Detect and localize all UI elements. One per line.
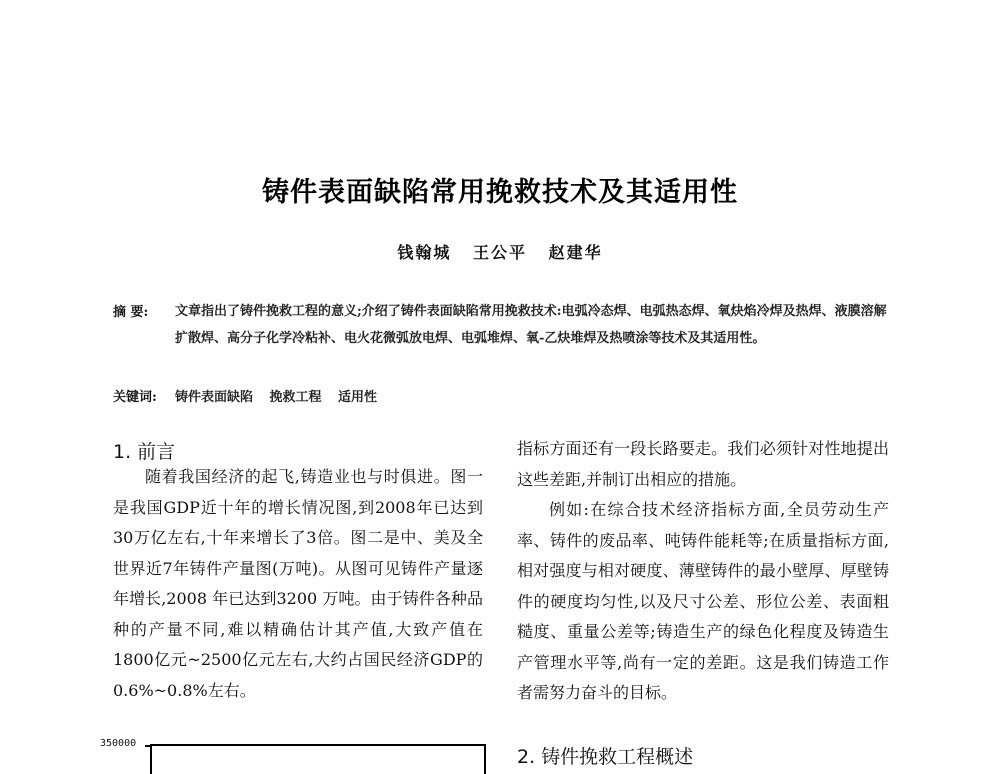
- section-2-heading: 2. 铸件挽救工程概述: [517, 746, 694, 768]
- keywords-label: 关键词:: [113, 390, 157, 405]
- left-column: [113, 462, 483, 706]
- author-1: 钱翰城: [397, 243, 452, 262]
- abstract-text: 文章指出了铸件挽救工程的意义;介绍了铸件表面缺陷常用挽救技术:电弧冷态焊、电弧热态焊、氧炔焰冷焊及热焊、液膜溶解扩散焊、高分子化学冷粘补、电火花微弧放电焊、电弧堆焊、氧-乙炔堆焊及热喷涂等技术及其适用性。: [175, 304, 887, 346]
- author-list: [0, 240, 1000, 263]
- author-2: 王公平: [472, 243, 527, 262]
- abstract-label: 摘 要:: [113, 305, 149, 320]
- right-column: [517, 434, 889, 709]
- example-paragraph: 例如:在综合技术经济指标方面,全员劳动生产率、铸件的废品率、吨铸件能耗等;在质量指标方面,相对强度与相对硬度、薄壁铸件的最小壁厚、厚壁铸件的硬度均匀性,以及尺寸公差、形位公差、表面粗糙度、重量公差等;铸造生产的绿色化程度及铸造生产管理水平等,尚有一定的差距。这是我们铸造工作者需努力奋斗的目标。: [517, 500, 889, 702]
- chart-y-tick-label: 350000: [100, 738, 137, 749]
- paper-title: 铸件表面缺陷常用挽救技术及其适用性: [262, 177, 738, 208]
- author-3: 赵建华: [548, 243, 603, 262]
- intro-paragraph: 随着我国经济的起飞,铸造业也与时俱进。图一是我国GDP近十年的增长情况图,到2008年已达到30万亿左右,十年来增长了3倍。图二是中、美及全世界近7年铸件产量图(万吨)。从图可见铸件产量逐年增长,2008 年已达到3200 万吨。由于铸件各种品种的产量不同,难以精确估计其产值,大致产值在1800亿元~2500亿元左右,大约占国民经济GDP的0.6%~0.8%左右。: [113, 467, 483, 700]
- chart-frame: [150, 744, 486, 774]
- section-1-heading: 1. 前言: [113, 441, 176, 463]
- continued-paragraph: 指标方面还有一段长路要走。我们必须针对性地提出这些差距,并制订出相应的措施。: [517, 439, 889, 489]
- keywords-text: 铸件表面缺陷 挽救工程 适用性: [175, 390, 378, 405]
